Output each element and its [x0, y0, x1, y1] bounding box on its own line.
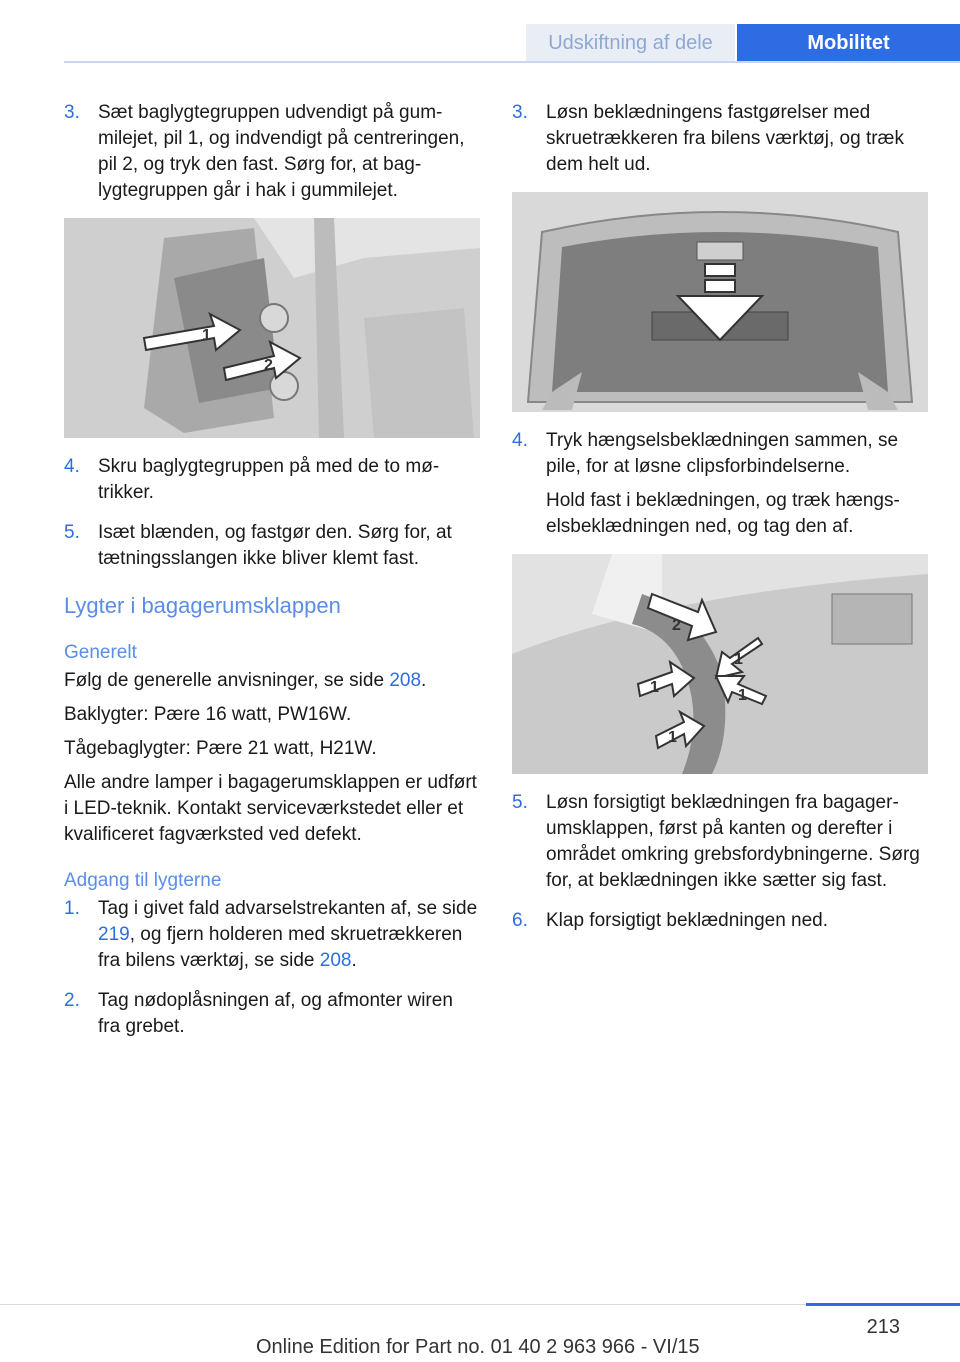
step-item [64, 520, 480, 572]
step-item [64, 988, 480, 1040]
header-divider [64, 61, 960, 63]
step-text: Klap forsigtigt beklædningen ned. [546, 910, 829, 931]
arrow-label: 1 [650, 679, 659, 696]
step-number: 4. [64, 456, 80, 477]
arrow-label: 1 [738, 687, 747, 704]
arrow-label: 1 [668, 729, 677, 746]
text: . [351, 950, 357, 971]
step-item [64, 100, 480, 204]
text: , og fjern holderen med skruetrækkeren fra bilens værktøj, se side [98, 924, 463, 971]
paragraph: Baklygter: Pære 16 watt, PW16W. [64, 704, 352, 725]
figure-trunk-lid [512, 192, 928, 412]
chapter-tab[interactable]: Mobilitet [737, 24, 960, 62]
page-link[interactable]: 208 [319, 950, 352, 971]
step-number: 5. [64, 522, 80, 543]
step-extra-text: Hold fast i beklædningen, og træk hængselsbeklædningen ned, og tag den af. [546, 490, 900, 537]
arrow-label: 1 [734, 651, 743, 668]
arrow-label: 2 [264, 357, 273, 374]
edition-note: Online Edition for Part no. 01 40 2 963 966 - VI/15 [256, 1336, 700, 1358]
figure-tail-light [64, 218, 480, 438]
step-item [64, 454, 480, 506]
step-number: 2. [64, 990, 80, 1011]
step-item [512, 100, 928, 178]
figure-hinge-cover [512, 554, 928, 774]
step-item [512, 908, 928, 934]
step-number: 1. [64, 898, 80, 919]
page-link[interactable]: 219 [98, 924, 130, 945]
page-number: 213 [866, 1316, 900, 1338]
paragraph: Alle andre lamper i bagagerumsklappen er udført i LED-teknik. Kontakt serviceværkstedet eller et kvalificeret fagværksted ved defekt. [64, 772, 477, 845]
arrow-label: 1 [202, 327, 211, 344]
step-text: Sæt baglygtegruppen udvendigt på gummilejet, pil 1, og indvendigt på centreringen, pil 2, og tryk den fast. Sørg for, at baglygtegruppen går i hak i gummilejet. [98, 102, 465, 201]
text: Følg de generelle anvisninger, se side [64, 670, 390, 691]
step-item [64, 896, 480, 974]
text: . [421, 670, 427, 691]
page-link[interactable]: 208 [389, 670, 422, 691]
step-text: Skru baglygtegruppen på med de to møtrikker. [98, 456, 440, 503]
paragraph: Tågebaglygter: Pære 21 watt, H21W. [64, 738, 377, 759]
hinge-cover-illustration [512, 554, 928, 774]
subsection-heading: Adgang til lygterne [64, 870, 222, 891]
section-heading: Lygter i bagagerumsklappen [64, 593, 341, 618]
step-item [512, 790, 928, 894]
step-number: 6. [512, 910, 528, 931]
right-column [512, 100, 928, 948]
step-number: 5. [512, 792, 528, 813]
tail-light-illustration [64, 218, 480, 438]
page-header [0, 0, 960, 62]
step-text: Løsn beklædningens fastgørelser med skruetrækkeren fra bilens værktøj, og træk dem helt ud. [546, 102, 904, 175]
step-number: 3. [512, 102, 528, 123]
step-text: Tag nødoplåsningen af, og afmonter wiren fra grebet. [98, 990, 453, 1037]
subsection-heading: Generelt [64, 642, 137, 663]
trunk-lid-illustration [512, 192, 928, 412]
left-column [64, 100, 480, 1054]
step-text: Løsn forsigtigt beklædningen fra bagagerumsklappen, først på kanten og derefter i området omkring grebsfordybningerne. Sørg for, at beklædningen ikke sætter sig fast. [546, 792, 920, 891]
step-text [98, 898, 477, 971]
section-tab[interactable]: Udskiftning af dele [526, 24, 735, 62]
text: Tag i givet fald advarselstrekanten af, se side [98, 898, 478, 919]
arrow-label: 2 [672, 617, 681, 634]
step-text: Tryk hængselsbeklædningen sammen, se pile, for at løsne clipsforbindelserne. [546, 430, 899, 477]
step-number: 4. [512, 430, 528, 451]
footer-accent-bar [806, 1303, 960, 1306]
paragraph [64, 668, 480, 694]
step-number: 3. [64, 102, 80, 123]
step-item [512, 428, 928, 540]
step-text: Isæt blænden, og fastgør den. Sørg for, at tætningsslangen ikke bliver klemt fast. [98, 522, 452, 569]
